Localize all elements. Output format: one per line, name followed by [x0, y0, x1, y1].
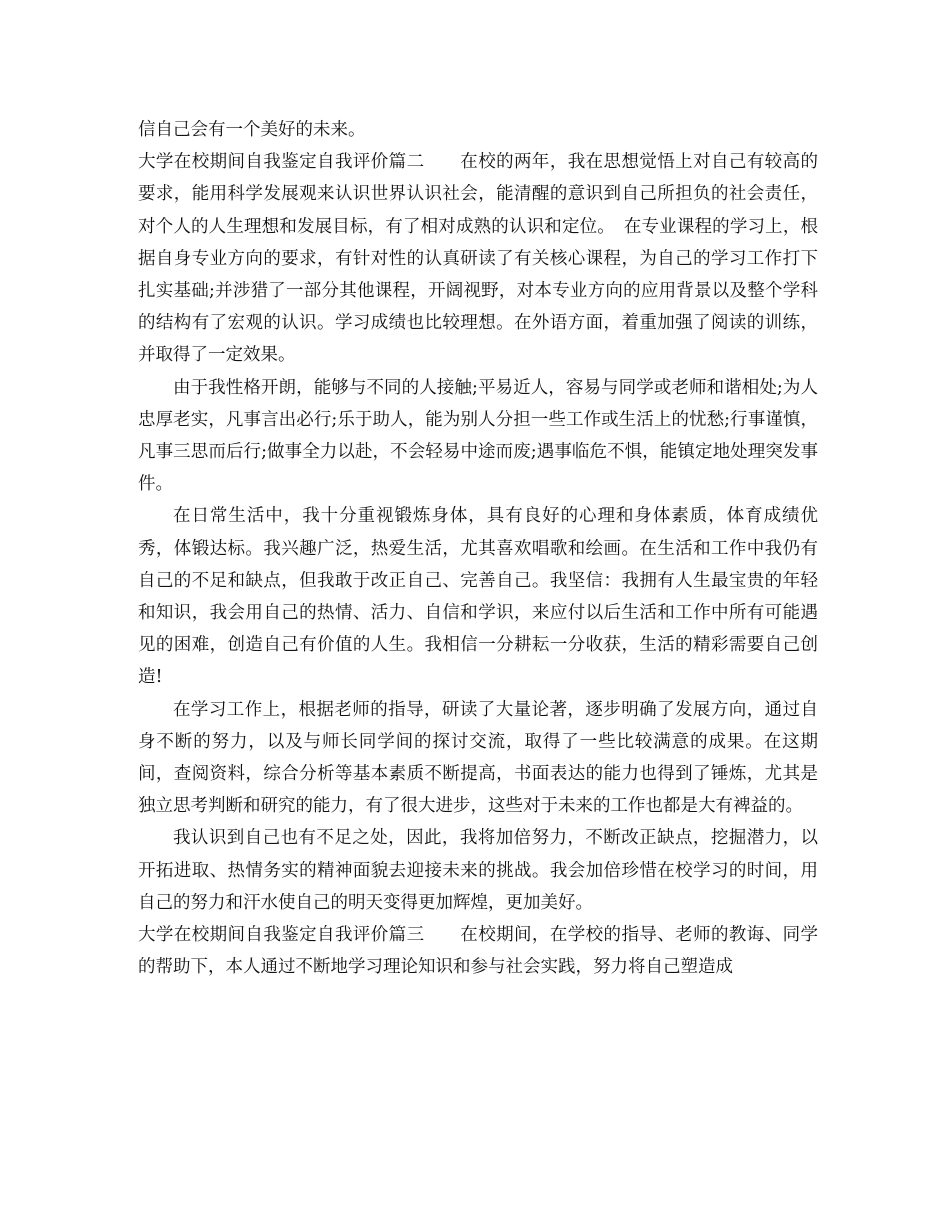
paragraph-daily-life: 在日常生活中，我十分重视锻炼身体，具有良好的心理和身体素质，体育成绩优秀，体锻达标。我兴趣广泛，热爱生活，尤其喜欢唱歌和绘画。在生活和工作中我仍有自己的不足和缺点，但我敢于改正自己、完善自己。我坚信：我拥有人生最宝贵的年轻和知识，我会用自己的热情、活力、自信和学识，来应付以后生活和工作中所有可能遇见的困难，创造自己有价值的人生。我相信一分耕耘一分收获，生活的精彩需要自己创造! — [138, 506, 818, 688]
paragraph-section-three: 大学在校期间自我鉴定自我评价篇三 在校期间，在学校的指导、老师的教诲、同学的帮助下，本人通过不断地学习理论知识和参与社会实践，努力将自己塑造成 — [138, 925, 818, 978]
document-page — [138, 114, 818, 983]
paragraph-personality: 由于我性格开朗，能够与不同的人接触;平易近人，容易与同学或老师和谐相处;为人忠厚老实，凡事言出必行;乐于助人，能为别人分担一些工作或生活上的忧愁;行事谨慎，凡事三思而后行;做事全力以赴，不会轻易中途而废;遇事临危不惧，能镇定地处理突发事件。 — [138, 377, 818, 495]
paragraph-section-two: 大学在校期间自我鉴定自我评价篇二 在校的两年，我在思想觉悟上对自己有较高的要求，能用科学发展观来认识世界认识社会，能清醒的意识到自己所担负的社会责任，对个人的人生理想和发展目标，有了相对成熟的认识和定位。 在专业课程的学习上，根据自身专业方向的要求，有针对性的认真研读了有关核心课程，为自己的学习工作打下扎实基础;并涉猎了一部分其他课程，开阔视野，对本专业方向的应用背景以及整个学科的结构有了宏观的认识。学习成绩也比较理想。在外语方面，着重加强了阅读的训练，并取得了一定效果。 — [138, 152, 818, 366]
paragraph-study-work: 在学习工作上，根据老师的指导，研读了大量论著，逐步明确了发展方向，通过自身不断的努力，以及与师长同学间的探讨交流，取得了一些比较满意的成果。在这期间，查阅资料，综合分析等基本素质不断提高，书面表达的能力也得到了锤炼，尤其是独立思考判断和研究的能力，有了很大进步，这些对于未来的工作也都是大有裨益的。 — [138, 699, 818, 817]
paragraph-continuation: 信自己会有一个美好的未来。 — [138, 120, 366, 140]
paragraph-shortcomings: 我认识到自己也有不足之处，因此，我将加倍努力，不断改正缺点，挖掘潜力，以开拓进取、热情务实的精神面貌去迎接未来的挑战。我会加倍珍惜在校学习的时间，用自己的努力和汗水使自己的明天变得更加辉煌，更加美好。 — [138, 828, 818, 913]
